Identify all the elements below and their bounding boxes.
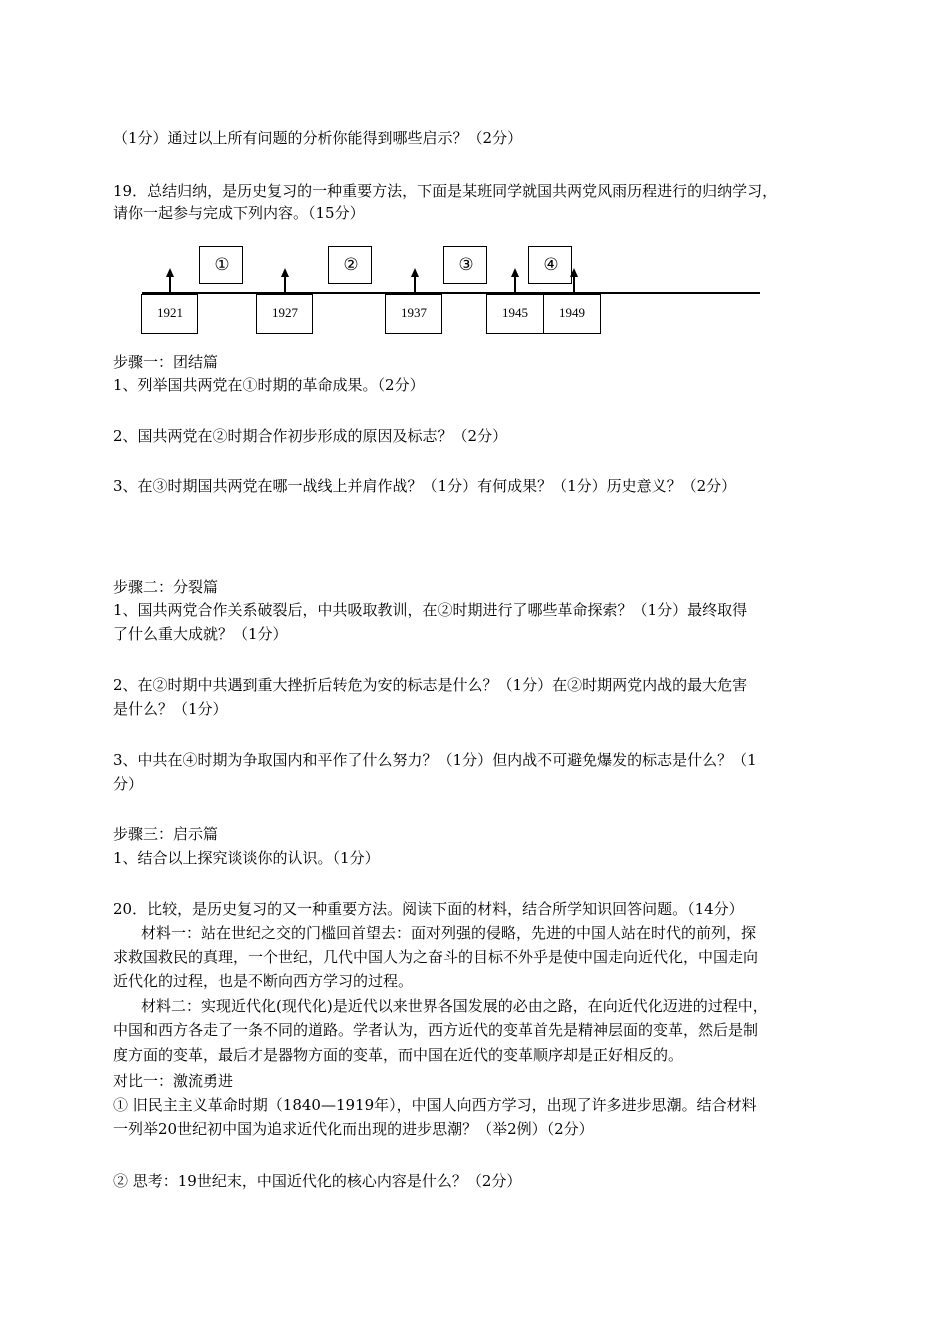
question-text: 一列举20世纪初中国为追求近代化而出现的进步思潮？（举2例）（2分） — [113, 1120, 594, 1138]
question-text: ① 旧民主主义革命时期（1840—1919年），中国人向西方学习，出现了许多进步思潮。结合材料 — [113, 1096, 757, 1114]
question-text: 1、结合以上探究谈谈你的认识。（1分） — [113, 849, 380, 867]
section-heading: 步骤一：团结篇 — [113, 353, 219, 371]
year-box — [256, 294, 313, 334]
period-box — [528, 246, 572, 284]
material-two: 材料二：实现近代化(现代化)是近代以来世界各国发展的必由之路，在向近代化迈进的过程中， — [141, 997, 768, 1015]
year-box — [385, 294, 442, 334]
period-label: ④ — [543, 255, 559, 275]
section-heading: 步骤二：分裂篇 — [113, 578, 219, 596]
question-text: ② 思考：19世纪末，中国近代化的核心内容是什么？（2分） — [113, 1172, 522, 1190]
question-text: 1、列举国共两党在①时期的革命成果。（2分） — [113, 376, 425, 394]
question-20-text: 20．比较，是历史复习的又一种重要方法。阅读下面的材料，结合所学知识回答问题。（14分） — [113, 900, 744, 918]
period-box — [199, 246, 243, 284]
period-box — [328, 246, 372, 284]
year-label: 1921 — [157, 305, 183, 320]
material-two: 中国和西方各走了一条不同的道路。学者认为，西方近代的变革首先是精神层面的变革，然后是制 — [113, 1021, 759, 1039]
question-19-text: 请你一起参与完成下列内容。（15分） — [113, 204, 365, 222]
question-text: 3、在③时期国共两党在哪一战线上并肩作战？（1分）有何成果？（1分）历史意义？（2分） — [113, 477, 737, 495]
material-one: 材料一：站在世纪之交的门槛回首望去：面对列强的侵略，先进的中国人站在时代的前列，探 — [141, 924, 757, 942]
section-heading: 步骤三：启示篇 — [113, 825, 219, 843]
period-label: ③ — [458, 255, 474, 275]
question-text: 了什么重大成就？（1分） — [113, 625, 288, 643]
year-label: 1949 — [559, 305, 585, 320]
question-text: 分） — [113, 775, 144, 793]
question-text: 2、在②时期中共遇到重大挫折后转危为安的标志是什么？（1分）在②时期两党内战的最大危害 — [113, 676, 748, 694]
arrow-stem — [284, 276, 286, 293]
arrow-stem — [414, 276, 416, 293]
arrow-stem — [514, 276, 516, 293]
arrow-stem — [169, 276, 171, 293]
arrow-stem — [573, 276, 575, 293]
year-label: 1945 — [502, 305, 528, 320]
period-label: ② — [343, 255, 359, 275]
period-label: ① — [214, 255, 230, 275]
year-label: 1937 — [401, 305, 427, 320]
material-one: 近代化的过程，也是不断向西方学习的过程。 — [113, 972, 414, 990]
question-text: 1、国共两党合作关系破裂后，中共吸取教训，在②时期进行了哪些革命探索？（1分）最终取得 — [113, 601, 748, 619]
question-19-text: 19．总结归纳，是历史复习的一种重要方法，下面是某班同学就国共两党风雨历程进行的归纳学习， — [113, 182, 778, 200]
year-box — [486, 294, 544, 334]
year-box — [543, 294, 601, 334]
question-text: 是什么？（1分） — [113, 700, 228, 718]
question-text: 2、国共两党在②时期合作初步形成的原因及标志？（2分） — [113, 427, 508, 445]
material-two: 度方面的变革，最后才是器物方面的变革，而中国在近代的变革顺序却是正好相反的。 — [113, 1046, 684, 1064]
section-heading: 对比一：激流勇进 — [113, 1072, 234, 1090]
question-text: 3、中共在④时期为争取国内和平作了什么努力？（1分）但内战不可避免爆发的标志是什么？（1 — [113, 751, 757, 769]
material-one: 求救国救民的真理，一个世纪，几代中国人为之奋斗的目标不外乎是使中国走向近代化，中国走向 — [113, 948, 759, 966]
text-line: （1分）通过以上所有问题的分析你能得到哪些启示？（2分） — [113, 129, 523, 147]
timeline-axis — [142, 292, 760, 294]
period-box — [443, 246, 487, 284]
year-box — [141, 294, 198, 334]
timeline-diagram — [0, 0, 950, 360]
year-label: 1927 — [272, 305, 298, 320]
